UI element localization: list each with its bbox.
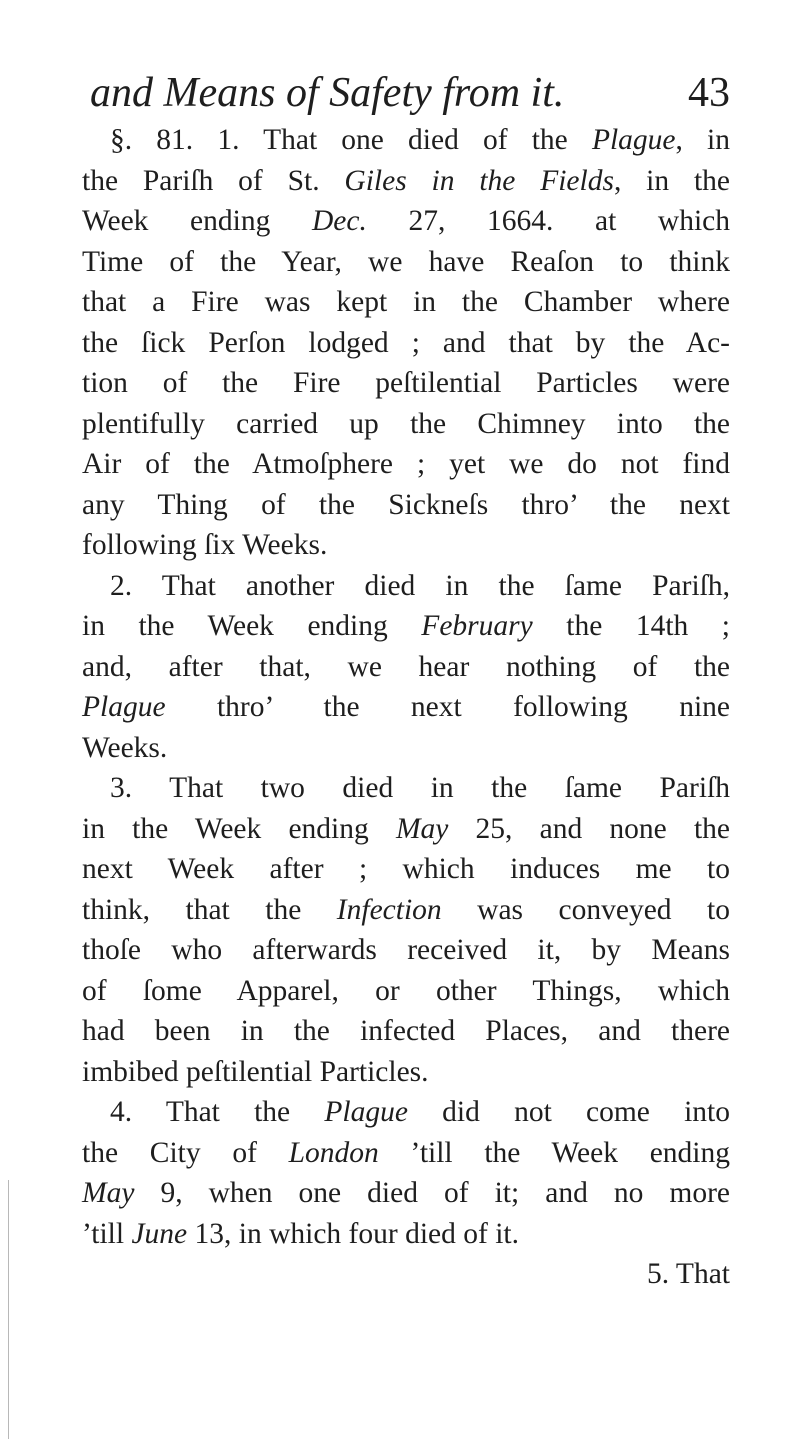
text-segment: , in the xyxy=(613,164,730,197)
text-line xyxy=(82,971,730,1012)
text-segment: 4. That the xyxy=(110,1096,325,1128)
text-line xyxy=(82,444,730,485)
text-segment: 25, and none the xyxy=(448,812,730,845)
text-line xyxy=(82,647,730,688)
page-edge-shadow xyxy=(8,1180,9,1439)
text-segment: Weeks. xyxy=(82,731,168,764)
text-line xyxy=(82,930,730,971)
text-segment: in the Week ending xyxy=(82,610,422,642)
text-line xyxy=(82,566,730,607)
text-segment: and, after that, we hear nothing of the xyxy=(82,650,730,683)
running-head-title: and Means of Safety from it. xyxy=(90,70,565,116)
text-segment: §. 81. 1. That one died of the xyxy=(110,124,592,156)
text-line xyxy=(82,1214,730,1255)
text-segment: the Pariſh of St. xyxy=(82,164,345,197)
text-line xyxy=(82,890,730,931)
text-segment: 13, in which four died of it. xyxy=(187,1217,519,1250)
text-line xyxy=(82,323,730,364)
italic-text-segment: May xyxy=(395,812,449,845)
text-segment: think, that the xyxy=(82,893,337,926)
text-line xyxy=(82,1092,730,1133)
italic-text-segment: Giles in the Fields xyxy=(344,164,614,197)
text-segment: any Thing of the Sickneſs thro’ the next xyxy=(82,488,730,521)
text-line xyxy=(82,363,730,404)
body-text xyxy=(82,120,730,1295)
text-line xyxy=(82,1133,730,1174)
text-segment: imbibed peſtilential Particles. xyxy=(82,1055,429,1088)
italic-text-segment: Plague xyxy=(324,1096,408,1128)
text-line xyxy=(82,809,730,850)
text-line xyxy=(82,201,730,242)
text-segment: next Week after ; which induces me to xyxy=(82,853,730,885)
text-segment: thro’ the next following nine xyxy=(165,691,730,723)
text-line xyxy=(82,120,730,161)
text-segment: ’till xyxy=(82,1217,132,1250)
italic-text-segment: Dec. xyxy=(311,205,367,237)
page-number: 43 xyxy=(688,70,730,116)
italic-text-segment: June xyxy=(131,1217,188,1250)
text-segment: did not come into xyxy=(407,1096,730,1128)
italic-text-segment: Infection xyxy=(336,893,442,926)
text-segment: Time of the Year, we have Reaſon to think xyxy=(82,245,730,278)
text-segment: 2. That another died in the ſame Pariſh, xyxy=(110,569,730,602)
text-line xyxy=(82,768,730,809)
text-line xyxy=(82,282,730,323)
text-segment: 27, 1664. at which xyxy=(366,205,730,237)
text-line xyxy=(82,687,730,728)
italic-text-segment: Plague xyxy=(591,124,676,156)
text-segment: the ſick Perſon lodged ; and that by the Ac- xyxy=(82,326,730,359)
text-segment: thoſe who afterwards received it, by Means xyxy=(82,934,730,966)
text-line xyxy=(82,404,730,445)
text-segment: had been in the infected Places, and there xyxy=(82,1015,730,1047)
italic-text-segment: London xyxy=(288,1136,379,1169)
text-segment: ’till the Week ending xyxy=(378,1136,730,1169)
text-segment: 3. That two died in the ſame Pariſh xyxy=(110,772,730,804)
text-segment: 9, when one died of it; and no more xyxy=(134,1177,730,1209)
italic-text-segment: May xyxy=(82,1177,135,1209)
text-line xyxy=(82,1011,730,1052)
text-line xyxy=(82,606,730,647)
text-segment: , in xyxy=(675,124,730,156)
text-segment: Week ending xyxy=(82,205,312,237)
italic-text-segment: Plague xyxy=(82,691,166,723)
text-segment: that a Fire was kept in the Chamber where xyxy=(82,286,730,318)
text-line xyxy=(82,849,730,890)
text-line xyxy=(82,161,730,202)
running-head xyxy=(90,68,730,118)
text-segment: of ſome Apparel, or other Things, which xyxy=(82,974,730,1007)
text-line xyxy=(82,1173,730,1214)
text-segment: the City of xyxy=(82,1136,289,1169)
text-line xyxy=(82,525,730,566)
italic-text-segment: February xyxy=(421,610,533,642)
text-line xyxy=(82,485,730,526)
text-line xyxy=(82,242,730,283)
text-segment: following ſix Weeks. xyxy=(82,529,328,561)
text-segment: Air of the Atmoſphere ; yet we do not find xyxy=(82,448,730,480)
text-line xyxy=(82,728,730,769)
catchword: 5. That xyxy=(646,1258,730,1290)
text-segment: in the Week ending xyxy=(82,812,396,845)
text-segment: plentifully carried up the Chimney into the xyxy=(82,407,730,440)
text-segment: was conveyed to xyxy=(441,893,731,926)
text-segment: tion of the Fire peſtilential Particles were xyxy=(82,367,730,399)
text-segment: the 14th ; xyxy=(532,610,730,642)
text-line xyxy=(82,1052,730,1093)
